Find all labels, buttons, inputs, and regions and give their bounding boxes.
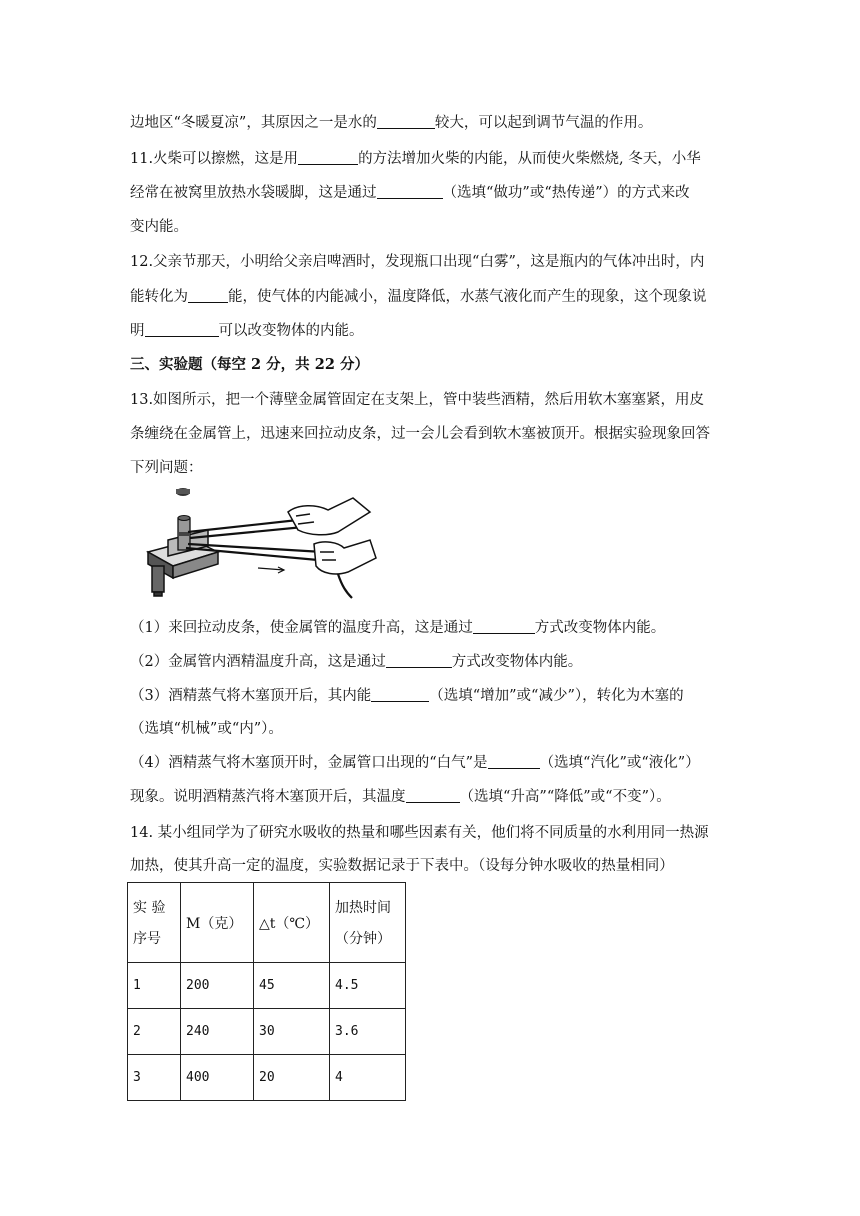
text-segment: （选填“机械”或“内”）。 bbox=[130, 721, 283, 737]
text-line bbox=[130, 217, 188, 237]
table-header-cell bbox=[181, 883, 254, 963]
text-segment: 条缠绕在金属管上，迅速来回拉动皮条，过一会儿会看到软木塞被顶开。根据实验现象回答 bbox=[130, 426, 710, 442]
text-segment: （3）酒精蒸气将木塞顶开后，其内能 bbox=[130, 688, 372, 704]
table-header-row bbox=[128, 883, 406, 963]
text-line bbox=[130, 787, 671, 807]
text-line bbox=[130, 856, 674, 876]
text-segment: （选填“增加”或“减少”），转化为木塞的 bbox=[429, 688, 684, 704]
table-header-cell bbox=[254, 883, 330, 963]
text-segment: 可以改变物体的内能。 bbox=[218, 323, 364, 339]
text-segment: 的方法增加火柴的内能，从而使火柴燃烧, 冬天，小华 bbox=[358, 151, 701, 167]
text-segment: 11.火柴可以擦燃，这是用 bbox=[130, 151, 299, 167]
answer-blank bbox=[371, 687, 429, 702]
data-table bbox=[127, 882, 406, 1101]
text-segment: 方式改变物体内能。 bbox=[534, 620, 666, 636]
text-line bbox=[130, 424, 710, 444]
answer-blank bbox=[145, 322, 219, 337]
text-segment: 能，使气体的内能减小，温度降低，水蒸气液化而产生的现象，这个现象说 bbox=[228, 289, 707, 305]
text-segment: （2）金属管内酒精温度升高，这是通过 bbox=[130, 654, 386, 670]
text-segment: （1）来回拉动皮条，使金属管的温度升高，这是通过 bbox=[130, 620, 473, 636]
experiment-figure bbox=[138, 482, 378, 610]
header-text: 加热时间 bbox=[335, 900, 391, 916]
question-14-line bbox=[130, 823, 709, 843]
answer-blank bbox=[377, 114, 435, 129]
table-cell: 240 bbox=[181, 1009, 254, 1055]
sub-question-1 bbox=[130, 618, 665, 638]
section-heading bbox=[130, 355, 369, 375]
header-text: M（克） bbox=[186, 916, 243, 932]
table-cell: 3.6 bbox=[330, 1009, 406, 1055]
answer-blank bbox=[473, 619, 535, 634]
text-segment: 变内能。 bbox=[130, 219, 188, 235]
table-cell: 4 bbox=[330, 1055, 406, 1101]
text-segment: （选填“汽化”或“液化”） bbox=[539, 755, 700, 771]
text-segment: （选填“升高”“降低”或“不变”）。 bbox=[459, 789, 671, 805]
sub-question-2 bbox=[130, 652, 582, 672]
header-text: （分钟） bbox=[335, 931, 391, 947]
sub-question-3 bbox=[130, 686, 684, 706]
question-11-line bbox=[130, 149, 701, 169]
text-line bbox=[130, 719, 283, 739]
table-cell: 20 bbox=[254, 1055, 330, 1101]
text-segment: 较大，可以起到调节气温的作用。 bbox=[434, 115, 653, 131]
text-segment: 明 bbox=[130, 323, 145, 339]
text-segment: 能转化为 bbox=[130, 289, 188, 305]
table-row bbox=[128, 1009, 406, 1055]
text-segment: 下列问题： bbox=[130, 460, 203, 476]
table-row bbox=[128, 1055, 406, 1101]
header-text: 实 验 bbox=[133, 900, 166, 916]
cork-icon bbox=[176, 488, 190, 496]
text-line bbox=[130, 183, 690, 203]
hand-icon bbox=[288, 498, 376, 574]
text-segment: 边地区“冬暖夏凉”，其原因之一是水的 bbox=[130, 115, 377, 131]
table-cell: 200 bbox=[181, 963, 254, 1009]
text-segment: 12.父亲节那天，小明给父亲启啤酒时，发现瓶口出现“白雾”，这是瓶内的气体冲出时，内 bbox=[130, 254, 705, 270]
question-13-line bbox=[130, 390, 704, 410]
table-cell: 4.5 bbox=[330, 963, 406, 1009]
text-segment: 13.如图所示，把一个薄壁金属管固定在支架上，管中装些酒精，然后用软木塞塞紧，用皮 bbox=[130, 392, 705, 408]
table-cell: 400 bbox=[181, 1055, 254, 1101]
sub-question-4 bbox=[130, 753, 700, 773]
answer-blank bbox=[188, 288, 228, 303]
text-line bbox=[130, 113, 652, 133]
table-cell: 45 bbox=[254, 963, 330, 1009]
arrow-icon bbox=[258, 567, 284, 573]
answer-blank bbox=[406, 788, 460, 803]
text-line bbox=[130, 321, 364, 341]
text-line bbox=[130, 458, 203, 478]
text-segment: 加热，使其升高一定的温度，实验数据记录于下表中。（设每分钟水吸收的热量相同） bbox=[130, 858, 674, 874]
text-segment: 现象。说明酒精蒸汽将木塞顶开后，其温度 bbox=[130, 789, 406, 805]
table-cell: 1 bbox=[128, 963, 181, 1009]
answer-blank bbox=[386, 653, 452, 668]
table-header-cell bbox=[128, 883, 181, 963]
text-segment: 三、实验题（每空 2 分，共 22 分） bbox=[130, 356, 369, 373]
text-line bbox=[130, 287, 707, 307]
table-cell: 2 bbox=[128, 1009, 181, 1055]
answer-blank bbox=[377, 184, 443, 199]
text-segment: 方式改变物体内能。 bbox=[451, 654, 583, 670]
text-segment: 经常在被窝里放热水袋暖脚，这是通过 bbox=[130, 185, 377, 201]
answer-blank bbox=[298, 150, 358, 165]
answer-blank bbox=[488, 754, 540, 769]
header-text: △t（℃） bbox=[259, 916, 320, 932]
table-cell: 3 bbox=[128, 1055, 181, 1101]
table-cell: 30 bbox=[254, 1009, 330, 1055]
text-segment: （选填“做功”或“热传递”）的方式来改 bbox=[442, 185, 690, 201]
table-header-cell bbox=[330, 883, 406, 963]
table-row bbox=[128, 963, 406, 1009]
question-12-line bbox=[130, 252, 704, 272]
header-text: 序号 bbox=[133, 931, 161, 947]
text-segment: （4）酒精蒸气将木塞顶开时，金属管口出现的“白气”是 bbox=[130, 755, 488, 771]
text-segment: 14. 某小组同学为了研究水吸收的热量和哪些因素有关，他们将不同质量的水利用同一热源 bbox=[130, 825, 709, 841]
